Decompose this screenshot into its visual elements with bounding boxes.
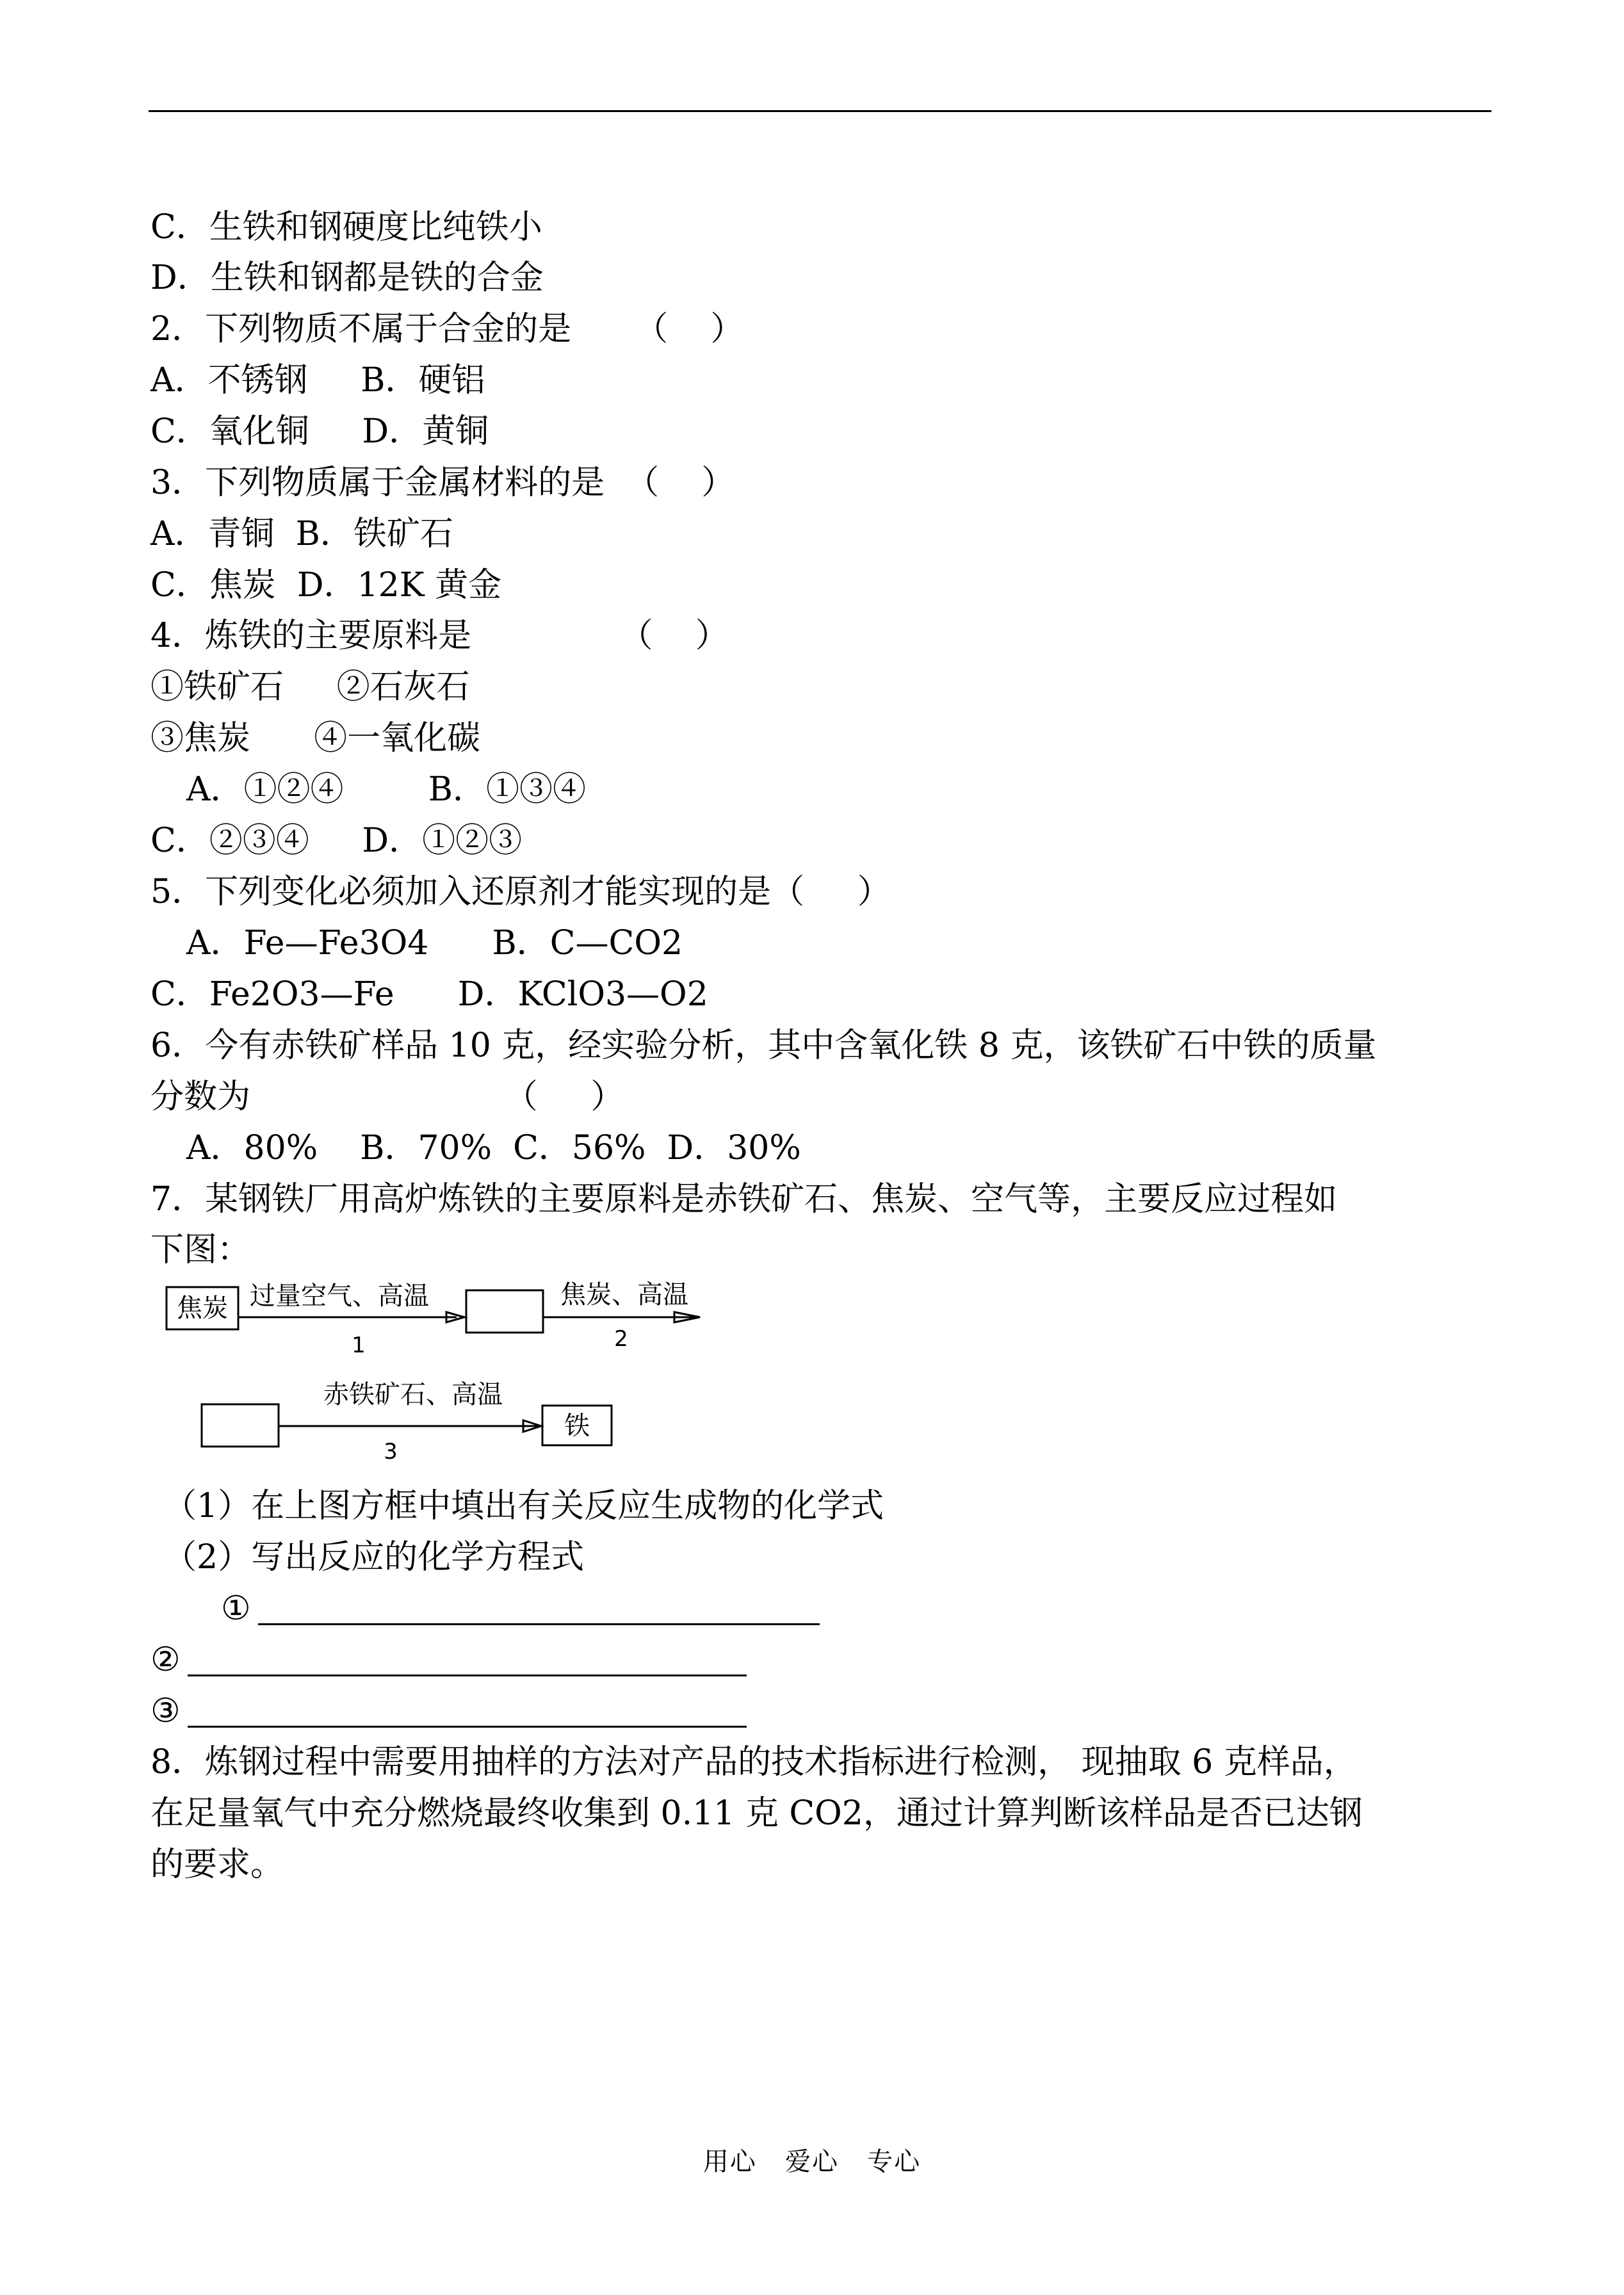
q2-stem: 2．下列物质不属于合金的是 （ ） [150,310,744,348]
box-end-label: 铁 [564,1411,590,1441]
q4-options-cd: C．②③④ D．①②③ [150,822,523,860]
q7-stem-1: 7．某钢铁厂用高炉炼铁的主要原料是赤铁矿石、焦炭、空气等，主要反应过程如 [150,1180,1338,1219]
arrow-2-label: 焦炭、高温 [560,1280,688,1310]
q6-stem-1: 6．今有赤铁矿样品 10 克，经实验分析，其中含氧化铁 8 克，该铁矿石中铁的质量 [150,1026,1377,1065]
q8-stem-3: 的要求。 [150,1845,284,1884]
q3-options-cd: C．焦炭 D．12K 黄金 [150,566,502,604]
q2-options-cd: C．氧化铜 D．黄铜 [150,412,489,451]
arrow-1-label: 过量空气、高温 [250,1281,429,1311]
q2-options-ab: A．不锈钢 B．硬铝 [150,361,485,400]
q6-options: A．80% B．70% C．56% D．30% [186,1129,801,1167]
equation-blank-3[interactable] [188,1726,747,1728]
q4-items-2: ③焦炭 ④一氧化碳 [150,719,481,758]
q7-stem-2: 下图： [150,1231,251,1269]
q3-stem: 3．下列物质属于金属材料的是 （ ） [150,464,735,502]
equation-blank-2[interactable] [188,1675,747,1676]
q7-sub-1: （1）在上图方框中填出有关反应生成物的化学式 [163,1487,884,1525]
arrow-2-number: 2 [614,1326,628,1352]
flow-diagram [150,1277,727,1470]
q5-stem: 5．下列变化必须加入还原剂才能实现的是（ ） [150,873,891,911]
equation-label-2: ② [150,1641,181,1679]
q7-sub-2: （2）写出反应的化学方程式 [163,1538,585,1577]
equation-blank-1[interactable] [258,1623,820,1625]
q3-options-ab: A．青铜 B．铁矿石 [150,515,453,553]
equation-label-3: ③ [150,1692,181,1730]
box-blank-2 [202,1404,279,1447]
page-footer: 用心 爱心 专心 [702,2147,922,2177]
box-start-label: 焦炭 [177,1293,228,1323]
arrow-3-label: 赤铁矿石、高温 [323,1380,503,1409]
arrow-3-number: 3 [384,1439,398,1464]
q4-options-ab: A．①②④ B．①③④ [186,770,587,809]
equation-label-1: ① [221,1589,251,1628]
box-blank-1 [466,1290,543,1333]
q1-option-d: D．生铁和钢都是铁的合金 [150,259,544,297]
q8-stem-2: 在足量氧气中充分燃烧最终收集到 0.11 克 CO2，通过计算判断该样品是否已达钢 [150,1794,1363,1833]
arrow-1-number: 1 [352,1333,366,1358]
q4-items-1: ①铁矿石 ②石灰石 [150,668,470,706]
q6-stem-2: 分数为 （ ） [150,1078,624,1116]
q4-stem: 4．炼铁的主要原料是 （ ） [150,617,729,655]
q1-option-c: C．生铁和钢硬度比纯铁小 [150,208,542,247]
q5-options-cd: C．Fe2O3—Fe D．KClO3—O2 [150,975,708,1014]
q8-stem-1: 8．炼钢过程中需要用抽样的方法对产品的技术指标进行检测， 现抽取 6 克样品， [150,1743,1357,1781]
q5-options-ab: A．Fe—Fe3O4 B．C—CO2 [186,924,683,962]
header-rule [149,110,1491,112]
